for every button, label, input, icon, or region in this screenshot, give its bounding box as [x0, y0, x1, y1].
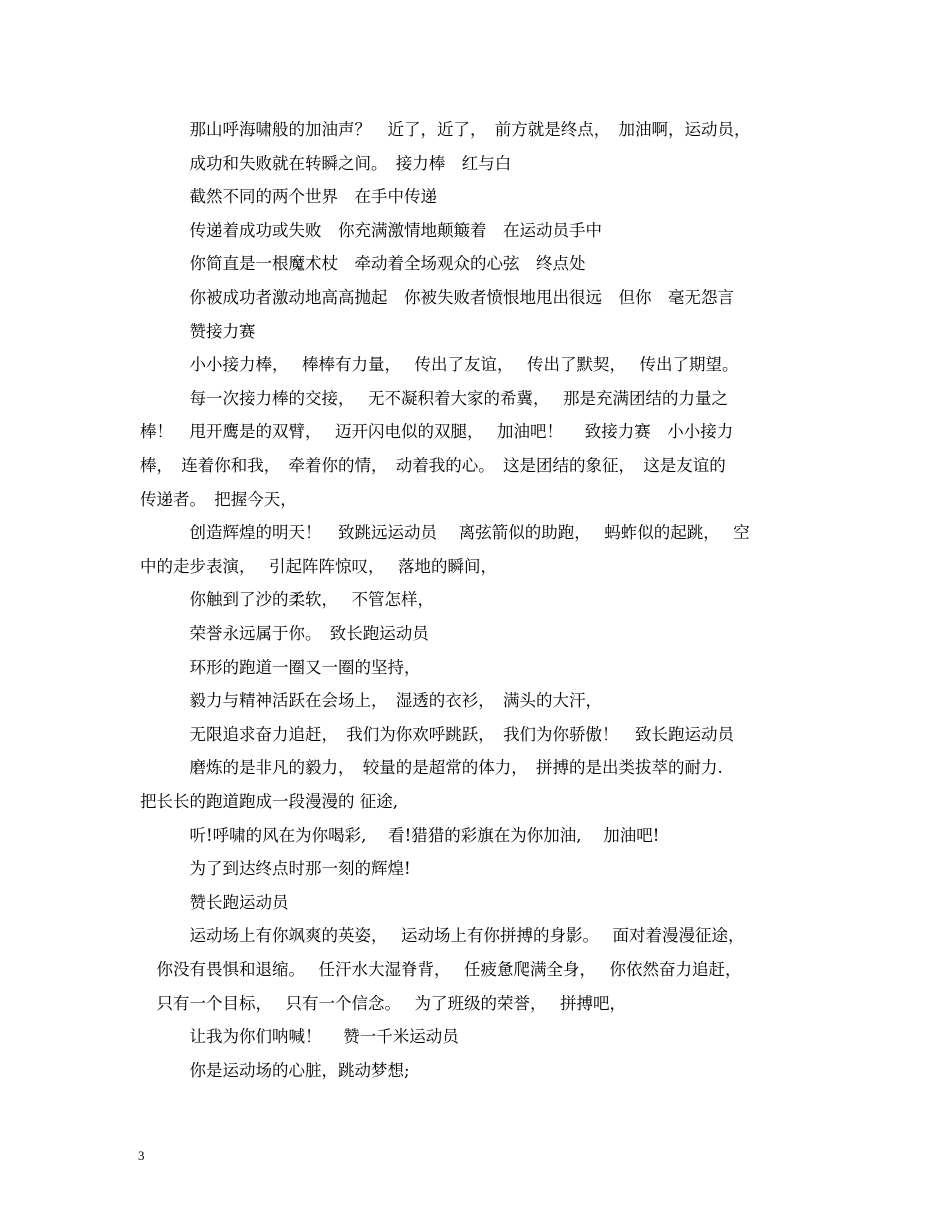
- text-line: 赞接力赛: [140, 321, 256, 341]
- text-line: 你被成功者激动地高高抛起 你被失败者愤恨地甩出很远 但你 毫无怨言: [140, 288, 734, 307]
- text-line: 你触到了沙的柔软， 不管怎样，: [140, 590, 434, 610]
- text-line: 无限追求奋力追赶， 我们为你欢呼跳跃， 我们为你骄傲！ 致长跑运动员: [140, 724, 734, 744]
- text-line: 传递着成功或失败 你充满激情地颠簸着 在运动员手中: [140, 220, 602, 240]
- text-line: 毅力与精神活跃在会场上， 湿透的衣衫， 满头的大汗，: [140, 691, 602, 711]
- text-line: 成功和失败就在转瞬之间。 接力棒 红与白: [140, 153, 512, 173]
- text-line: 每一次接力棒的交接， 无不凝积着大家的希冀， 那是充满团结的力量之: [140, 388, 728, 408]
- text-line: 荣誉永远属于你。 致长跑运动员: [140, 624, 429, 643]
- text-line: 棒！ 甩开鹰是的双臂， 迈开闪电似的双腿， 加油吧！ 致接力赛 小小接力: [140, 422, 734, 442]
- text-line: 你是运动场的心脏，跳动梦想;: [140, 1060, 410, 1080]
- text-line: 创造辉煌的明天！ 致跳远运动员 离弦箭似的助跑， 蚂蚱似的起跳， 空: [140, 523, 750, 543]
- text-line: 中的走步表演， 引起阵阵惊叹， 落地的瞬间，: [140, 556, 497, 576]
- text-line: 截然不同的两个世界 在手中传递: [140, 187, 437, 207]
- text-line: 为了到达终点时那一刻的辉煌!: [140, 859, 411, 879]
- text-line: 把长长的跑道跑成一段漫漫的 征途,: [140, 792, 398, 811]
- text-line: 你没有畏惧和退缩。 任汗水大湿脊背， 任疲惫爬满全身， 你依然奋力追赶，: [140, 960, 742, 979]
- text-line: 赞长跑运动员: [140, 892, 289, 912]
- text-line: 你简直是一根魔术杖 牵动着全场观众的心弦 终点处: [140, 254, 586, 274]
- text-line: 环形的跑道一圈又一圈的坚持，: [140, 657, 421, 677]
- text-line: 磨炼的是非凡的毅力， 较量的是超常的体力， 拼搏的是出类拔萃的耐力.: [140, 758, 723, 778]
- text-line: 那山呼海啸般的加油声？ 近了，近了， 前方就是终点， 加油啊，运动员，: [140, 120, 751, 139]
- page-number: 3: [138, 1148, 145, 1163]
- text-line: 听!呼啸的风在为你喝彩, 看!猎猎的彩旗在为你加油, 加油吧!: [140, 825, 660, 845]
- text-line: 小小接力棒， 棒棒有力量， 传出了友谊， 传出了默契， 传出了期望。: [140, 355, 739, 375]
- text-line: 传递者。 把握今天，: [140, 489, 297, 509]
- text-line: 只有一个目标， 只有一个信念。 为了班级的荣誉， 拼搏吧，: [140, 993, 626, 1013]
- text-line: 让我为你们呐喊！ 赞一千米运动员: [140, 1027, 459, 1047]
- text-line: 棒， 连着你和我， 牵着你的情， 动着我的心。 这是团结的象征， 这是友谊的: [140, 456, 726, 475]
- text-line: 运动场上有你飒爽的英姿， 运动场上有你拼搏的身影。 面对着漫漫征途，: [140, 926, 745, 946]
